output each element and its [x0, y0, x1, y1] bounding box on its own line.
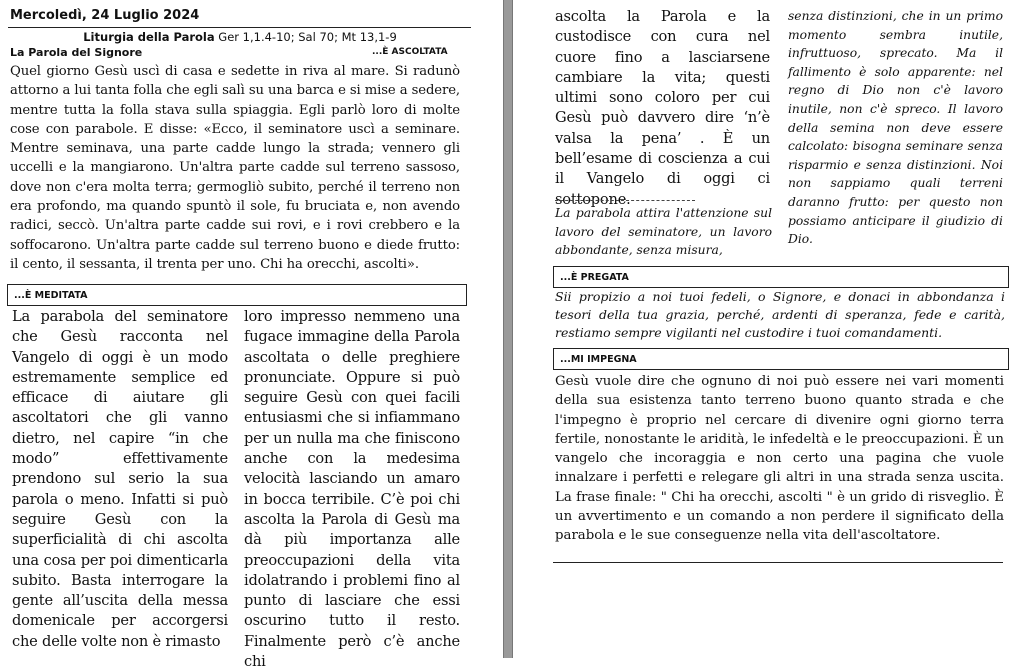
liturgy-label: Liturgia della Parola [83, 30, 215, 44]
date-heading: Mercoledì, 24 Luglio 2024 [10, 8, 200, 23]
commentary-note-part-1: La parabola attira l'attenzione sul lavoro del seminatore, un lavoro abbondante, senza misura, [555, 206, 772, 258]
impegna-section-header: ...MI IMPEGNA [553, 348, 1009, 370]
page-gutter [503, 0, 513, 658]
pregata-section-header: ...È PREGATA [553, 266, 1009, 288]
ascoltata-label: ...È ASCOLTATA [372, 47, 448, 57]
meditata-column-1: La parabola del seminatore che Gesù racconta nel Vangelo di oggi è un modo estremamente semplice ed efficace di aiutare gli ascoltatori che gli vanno dietro, nel capire “in che modo” effettivamente prendono sul serio la sua parola o meno. Infatti si può seguire Gesù con la superficialità di chi ascolta una cosa per poi dimenticarla subito. Basta interrogare la gente all’uscita della messa domenicale per accorgersi che delle volte non è rimasto [12, 308, 228, 650]
gospel-text: Quel giorno Gesù uscì di casa e sedette in riva al mare. Si radunò attorno a lui tanta folla che egli salì su una barca e si mise a sedere, mentre tutta la folla stava sulla spiaggia. Egli parlò loro di molte cose con parabole. E disse: «Ecco, il seminatore uscì a seminare. Mentre seminava, una parte cadde lungo la strada; vennero gli uccelli e la mangiarono. Un'altra parte cadde sul terreno sassoso, dove non c'era molta terra; germogliò subito, perché il terreno non era profondo, ma quando spuntò il sole, fu bruciata e, non avendo radici, seccò. Un'altra parte cadde sui rovi, e i rovi crebbero e la soffocarono. Un'altra parte cadde sul terreno buono e diede frutto: il cento, il sessanta, il trenta per uno. Chi ha orecchi, ascolti». [10, 64, 461, 272]
left-page [0, 0, 503, 671]
right-page [513, 0, 1015, 658]
commentary-note-part-2: senza distinzioni, che in un primo momento sembra inutile, infruttuoso, sprecato. Ma il fallimento è solo apparente: nel regno di Dio non c'è lavoro inutile, non c'è spreco. Il lavoro della semina non deve essere calcolato: bisogna seminare senza risparmio e senza distinzioni. Noi non sappiamo quali terreni daranno frutto: per questo non possiamo anticipare il giudizio di Dio. [788, 9, 1003, 247]
header-divider [8, 27, 471, 28]
parola-label: La Parola del Signore [10, 46, 143, 59]
liturgy-refs: Ger 1,1.4-10; Sal 70; Mt 13,1-9 [218, 30, 397, 44]
meditata-column-2: loro impresso nemmeno una fugace immagine della Parola ascoltata o delle preghiere pronunciate. Oppure si può seguire Gesù con quei facili entusiasmi che si infiammano per un nulla ma che finiscono anche con la medesima velocità lasciando un amaro in bocca terribile. C’è poi chi ascolta la Parola di Gesù ma dà più importanza alle preoccupazioni della vita idolatrando i problemi fino al punto di lasciare che essi oscurino tutto il resto. Finalmente però c’è anche chi [244, 308, 460, 671]
liturgy-line [0, 30, 480, 44]
impegna-text: Gesù vuole dire che ognuno di noi può essere nei vari momenti della sua esistenza tanto terreno buono quanto strada e che l'impegno è proprio nel cercare di divenire ogni giorno terra fertile, nonostante le aridità, le infedeltà e le preoccupazioni. È un vangelo che incoraggia e non certo una pagina che vuole innalzare i perfetti e relegare gli altri in una strada senza uscita. La frase finale: " Chi ha orecchi, ascolti " è un grido di risveglio. È un avvertimento e un comando a non perdere il significato della parabola e le sue conseguenze nella vita dell'ascoltatore. [555, 374, 1004, 544]
prayer-text: Sii propizio a noi tuoi fedeli, o Signore, e donaci in abbondanza i tesori della tua grazia, perché, ardenti di speranza, fede e carità, restiamo sempre vigilanti nel custodire i tuoi comandamenti. [555, 289, 1005, 340]
dashed-separator [555, 200, 695, 201]
meditata-column-3: ascolta la Parola e la custodisce con cura nel cuore fino a lasciarsene cambiare la vita; questi ultimi sono coloro per cui Gesù può davvero dire ‘n’è valsa la pena’ . È un bell’esame di coscienza a cui il Vangelo di oggi ci sottopone. [555, 8, 770, 208]
bottom-rule [553, 562, 1003, 563]
meditata-section-header: ...È MEDITATA [7, 284, 467, 306]
